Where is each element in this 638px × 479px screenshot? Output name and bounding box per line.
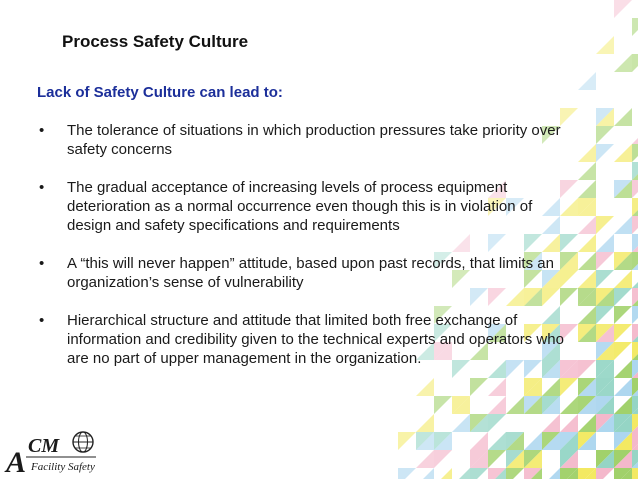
bullet-text: The gradual acceptance of increasing levels of process equipment deterioration as a normal occurrence even though this is in violation of design and safety specifications and requirements	[67, 179, 533, 234]
pattern-triangle	[596, 468, 614, 479]
pattern-triangle	[614, 216, 632, 234]
pattern-triangle	[632, 126, 638, 144]
pattern-triangle	[614, 144, 632, 162]
pattern-triangle	[596, 36, 614, 54]
pattern-triangle	[470, 432, 488, 450]
pattern-triangle	[614, 324, 632, 342]
bullet-glyph: •	[39, 122, 45, 139]
pattern-triangle	[578, 306, 596, 324]
pattern-triangle	[488, 414, 506, 432]
pattern-triangle	[614, 288, 632, 306]
bullet-text: Hierarchical structure and attitude that limited both free exchange of information and credibility given to the technical experts and operators who are no part of upper management in the organization.	[67, 312, 564, 367]
pattern-triangle	[578, 414, 596, 432]
pattern-triangle	[614, 270, 632, 288]
pattern-triangle	[434, 450, 452, 468]
pattern-triangle	[614, 378, 632, 396]
pattern-triangle	[614, 360, 632, 378]
pattern-triangle	[632, 54, 638, 72]
pattern-triangle	[596, 216, 614, 234]
pattern-triangle	[506, 468, 524, 479]
pattern-triangle	[452, 414, 470, 432]
pattern-triangle	[596, 306, 614, 324]
globe-icon	[73, 432, 93, 452]
pattern-triangle	[632, 216, 638, 234]
logo-letters-cm: CM	[28, 435, 60, 457]
pattern-triangle	[614, 54, 632, 72]
pattern-triangle	[578, 252, 596, 270]
pattern-triangle	[578, 162, 596, 180]
slide-title: Process Safety Culture	[62, 32, 249, 51]
pattern-triangle	[614, 306, 632, 324]
pattern-triangle	[560, 414, 578, 432]
bullet-item	[37, 311, 577, 368]
pattern-triangle	[632, 18, 638, 36]
pattern-triangle	[632, 270, 638, 288]
pattern-triangle	[596, 144, 614, 162]
pattern-triangle	[632, 306, 638, 324]
pattern-triangle	[488, 432, 506, 450]
pattern-triangle	[416, 450, 434, 468]
pattern-triangle	[632, 468, 638, 479]
bullet-text: The tolerance of situations in which production pressures take priority over safety concerns	[67, 122, 561, 158]
pattern-triangle	[578, 180, 596, 198]
pattern-triangle	[434, 396, 452, 414]
pattern-triangle	[614, 0, 632, 18]
pattern-triangle	[416, 468, 434, 479]
pattern-triangle	[452, 468, 470, 479]
bullet-item	[37, 178, 577, 235]
pattern-triangle	[560, 396, 578, 414]
pattern-triangle	[398, 432, 416, 450]
pattern-triangle	[416, 414, 434, 432]
pattern-triangle	[614, 342, 632, 360]
bullet-text: A “this will never happen” attitude, based upon past records, that limits an organization’s sense of vulnerability	[67, 255, 554, 291]
pattern-triangle	[632, 144, 638, 162]
pattern-triangle	[506, 396, 524, 414]
pattern-triangle	[524, 432, 542, 450]
logo-tagline: Facility Safety	[31, 461, 95, 473]
pattern-triangle	[578, 360, 596, 378]
logo-letter-a: A	[6, 446, 27, 476]
pattern-triangle	[578, 144, 596, 162]
bullet-list	[37, 121, 577, 387]
pattern-triangle	[614, 396, 632, 414]
pattern-triangle	[488, 396, 506, 414]
pattern-triangle	[596, 252, 614, 270]
pattern-triangle	[578, 72, 596, 90]
pattern-triangle	[578, 234, 596, 252]
pattern-triangle	[632, 180, 638, 198]
pattern-triangle	[542, 468, 560, 479]
bullet-glyph: •	[39, 179, 45, 196]
bullet-glyph: •	[39, 312, 45, 329]
pattern-triangle	[596, 270, 614, 288]
slide-subtitle: Lack of Safety Culture can lead to:	[37, 84, 283, 101]
pattern-triangle	[596, 126, 614, 144]
pattern-triangle	[488, 450, 506, 468]
pattern-triangle	[614, 108, 632, 126]
bullet-item	[37, 254, 577, 292]
bullet-glyph: •	[39, 255, 45, 272]
pattern-triangle	[398, 468, 416, 479]
pattern-triangle	[542, 414, 560, 432]
pattern-triangle	[596, 234, 614, 252]
pattern-triangle	[578, 270, 596, 288]
pattern-triangle	[470, 468, 488, 479]
pattern-triangle	[578, 216, 596, 234]
company-logo	[4, 426, 104, 476]
bullet-item	[37, 121, 577, 159]
pattern-triangle	[434, 468, 452, 479]
